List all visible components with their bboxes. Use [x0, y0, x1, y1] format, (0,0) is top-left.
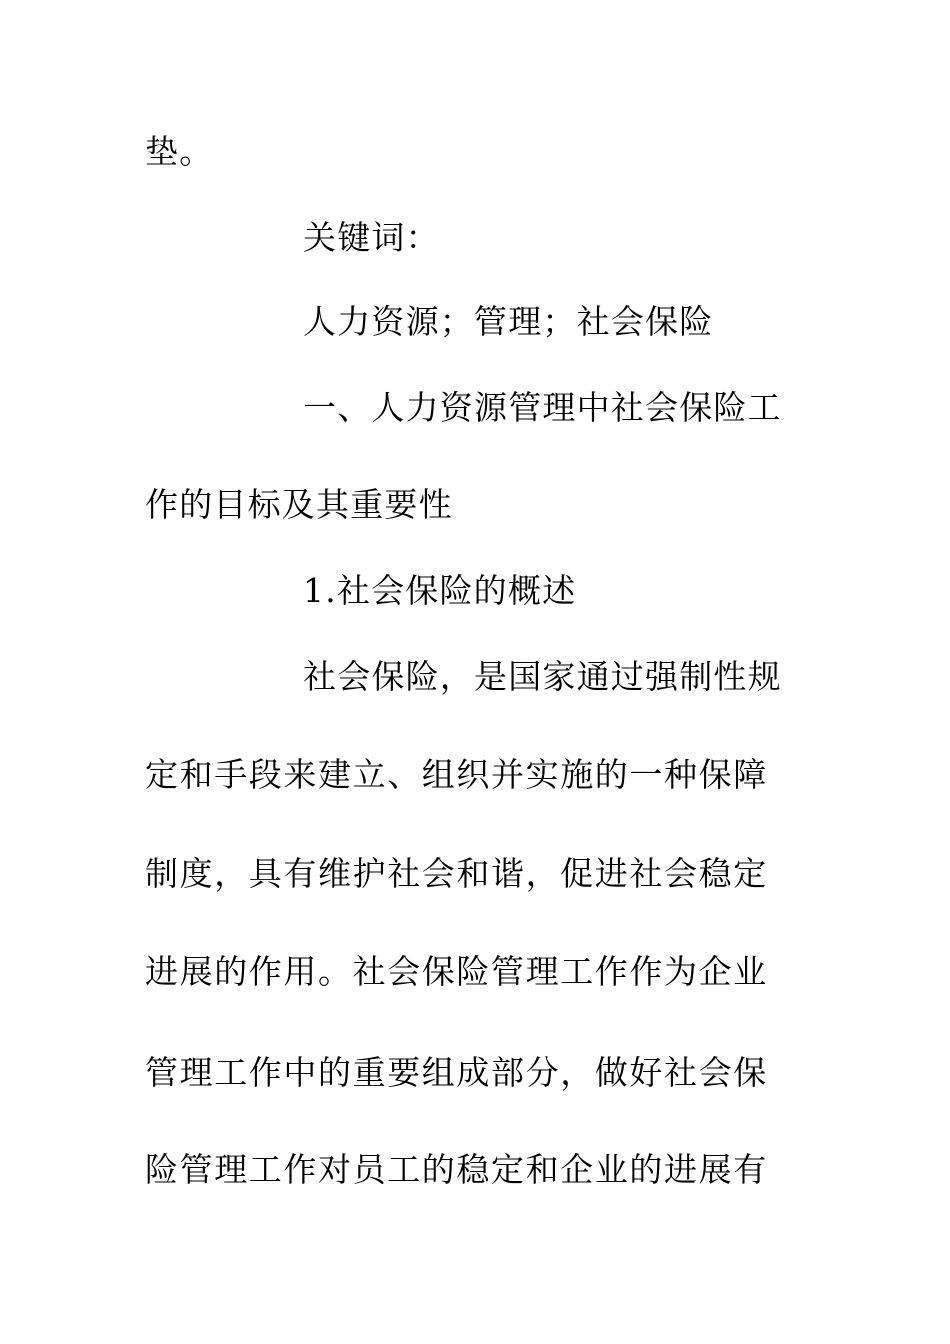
paragraph-line-3: 制度，具有维护社会和谐，促进社会稳定: [145, 854, 768, 893]
paragraph-line-2: 定和手段来建立、组织并实施的一种保障: [145, 755, 768, 794]
paragraph-line-6: 险管理工作对员工的稳定和企业的进展有: [145, 1150, 768, 1189]
paragraph-line-4: 进展的作用。社会保险管理工作作为企业: [145, 952, 768, 991]
text-line-1: 垫。: [145, 132, 214, 171]
section-heading-line-2: 作的目标及其重要性: [145, 485, 453, 524]
paragraph-line-5: 管理工作中的重要组成部分，做好社会保: [145, 1053, 768, 1092]
subsection-heading: 1.社会保险的概述: [303, 571, 577, 610]
keywords-heading: 关键词：: [303, 218, 440, 257]
keywords-list: 人力资源；管理；社会保险: [303, 302, 714, 341]
paragraph-line-1: 社会保险，是国家通过强制性规: [303, 657, 782, 696]
section-heading-line-1: 一、人力资源管理中社会保险工: [303, 388, 782, 427]
